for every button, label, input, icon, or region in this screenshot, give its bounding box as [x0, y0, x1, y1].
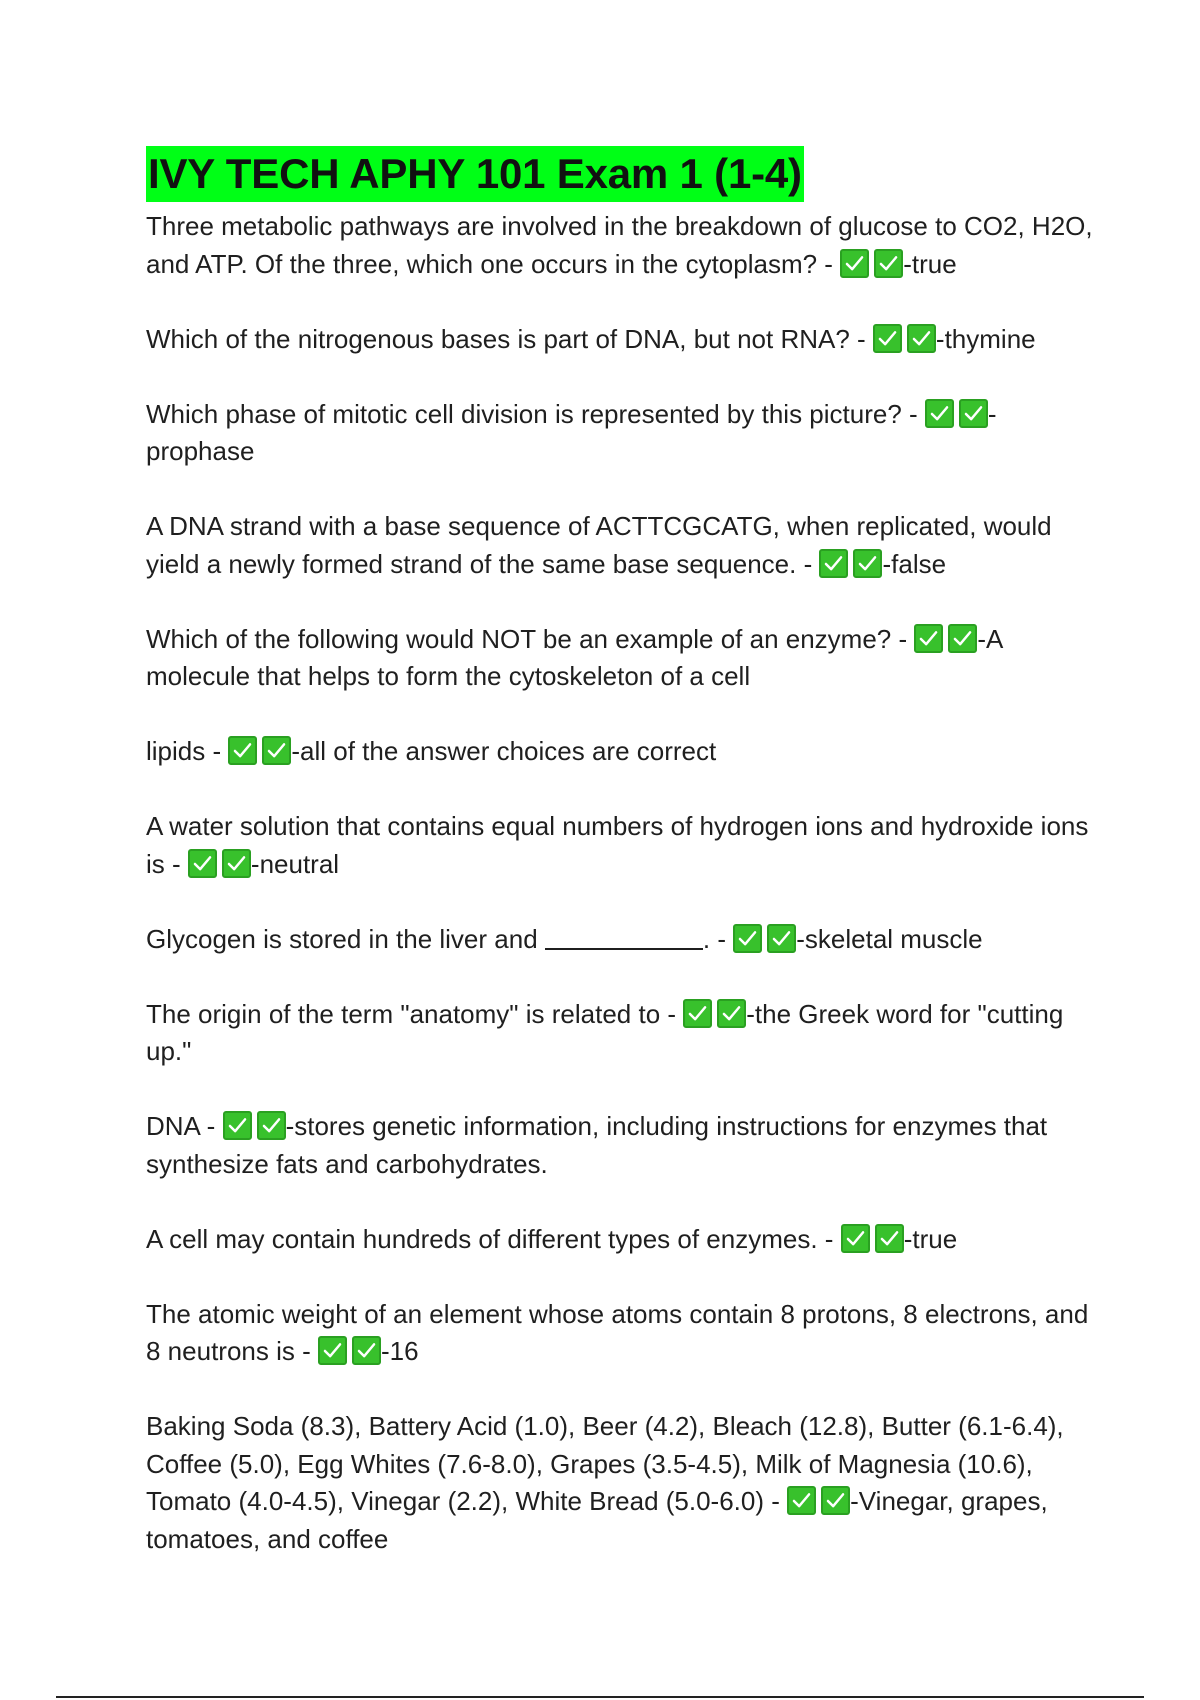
- check-mark-icon: [767, 924, 796, 953]
- answer-text: -all of the answer choices are correct: [291, 736, 717, 766]
- qa-item-11: [146, 1221, 1096, 1259]
- question-text: A cell may contain hundreds of different types of enzymes. -: [146, 1223, 834, 1254]
- check-mark-icon: [228, 736, 257, 765]
- check-mark-icon: [717, 999, 746, 1028]
- qa-item-6: [146, 733, 1096, 771]
- check-pair: [873, 321, 936, 359]
- page-bottom-divider: [56, 1696, 1144, 1698]
- answer-text: -true: [903, 1223, 958, 1254]
- qa-item-3: [146, 396, 1096, 471]
- check-mark-icon: [907, 324, 936, 353]
- check-mark-icon: [819, 549, 848, 578]
- check-pair: [223, 1108, 286, 1146]
- answer-text: -stores genetic information, including instructions for enzymes that synthesize fats and carbohydrates.: [146, 1111, 1048, 1179]
- check-mark-icon: [188, 849, 217, 878]
- check-mark-icon: [222, 849, 251, 878]
- check-mark-icon: [873, 324, 902, 353]
- check-mark-icon: [841, 1224, 870, 1253]
- qa-item-7: [146, 808, 1096, 883]
- check-pair: [925, 396, 988, 434]
- check-pair: [318, 1333, 381, 1371]
- check-pair: [841, 1221, 904, 1259]
- qa-item-4: [146, 508, 1096, 583]
- qa-item-12: [146, 1296, 1096, 1371]
- check-mark-icon: [262, 736, 291, 765]
- qa-item-10: [146, 1108, 1096, 1183]
- question-text: Glycogen is stored in the liver and: [146, 923, 538, 954]
- question-text: lipids -: [146, 736, 222, 766]
- question-text: Which of the nitrogenous bases is part of DNA, but not RNA? -: [146, 323, 866, 354]
- check-mark-icon: [948, 624, 977, 653]
- check-mark-icon: [840, 249, 869, 278]
- qa-item-2: [146, 321, 1096, 359]
- check-pair: [819, 546, 882, 584]
- question-text: Which phase of mitotic cell division is represented by this picture? -: [146, 398, 918, 429]
- check-mark-icon: [733, 924, 762, 953]
- answer-text: -thymine: [935, 323, 1036, 354]
- answer-text: -16: [380, 1336, 419, 1366]
- answer-text: -prophase: [146, 398, 997, 466]
- question-answer-list: [146, 208, 1096, 1558]
- check-mark-icon: [787, 1486, 816, 1515]
- qa-item-5: [146, 621, 1096, 696]
- check-pair: [733, 921, 796, 959]
- question-text: Which of the following would NOT be an example of an enzyme? -: [146, 623, 908, 654]
- check-mark-icon: [257, 1111, 286, 1140]
- check-mark-icon: [223, 1111, 252, 1140]
- check-pair: [683, 996, 746, 1034]
- answer-text: -the Greek word for "cutting up.": [146, 998, 1064, 1066]
- check-mark-icon: [925, 399, 954, 428]
- qa-item-1: [146, 208, 1096, 283]
- document-title: IVY TECH APHY 101 Exam 1 (1-4): [146, 146, 804, 202]
- answer-text: -true: [903, 248, 957, 279]
- answer-text: -neutral: [250, 848, 340, 879]
- answer-text: -Vinegar, grapes, tomatoes, and coffee: [146, 1486, 1048, 1554]
- answer-text: -skeletal muscle: [796, 923, 983, 954]
- check-mark-icon: [821, 1486, 850, 1515]
- check-mark-icon: [352, 1336, 381, 1365]
- qa-item-13: [146, 1408, 1096, 1558]
- question-text: The atomic weight of an element whose atoms contain 8 protons, 8 electrons, and 8 neutrons is -: [146, 1298, 1089, 1366]
- check-mark-icon: [318, 1336, 347, 1365]
- check-mark-icon: [914, 624, 943, 653]
- qa-item-9: [146, 996, 1096, 1071]
- check-mark-icon: [959, 399, 988, 428]
- question-text: DNA -: [146, 1111, 216, 1141]
- question-text-end: . -: [702, 923, 726, 954]
- check-mark-icon: [874, 249, 903, 278]
- check-pair: [840, 246, 903, 284]
- check-pair: [787, 1483, 850, 1521]
- check-pair: [228, 733, 291, 771]
- qa-item-8: [146, 921, 1096, 959]
- question-text: Three metabolic pathways are involved in the breakdown of glucose to CO2, H2O, and ATP. Of the three, which one occurs in the cytoplasm? -: [146, 211, 1093, 279]
- question-text: Baking Soda (8.3), Battery Acid (1.0), Beer (4.2), Bleach (12.8), Butter (6.1-6.4), Coffee (5.0), Egg Whites (7.6-8.0), Grapes (3.5-4.5), Milk of Magnesia (10.6), Tomato (4.0-4.5), Vinegar (2.2), White Bread (5.0-6.0) -: [146, 1411, 1064, 1516]
- check-pair: [914, 621, 977, 659]
- question-text: The origin of the term "anatomy" is related to -: [146, 998, 677, 1029]
- answer-text: -A molecule that helps to form the cytoskeleton of a cell: [146, 623, 1002, 691]
- check-mark-icon: [853, 549, 882, 578]
- check-pair: [188, 846, 251, 884]
- check-mark-icon: [875, 1224, 904, 1253]
- fill-in-blank: [545, 922, 703, 950]
- question-text: A water solution that contains equal numbers of hydrogen ions and hydroxide ions is -: [146, 811, 1089, 879]
- answer-text: -false: [882, 548, 947, 579]
- document-page: [146, 146, 1096, 1596]
- check-mark-icon: [683, 999, 712, 1028]
- question-text: A DNA strand with a base sequence of ACTTCGCATG, when replicated, would yield a newly formed strand of the same base sequence. -: [146, 511, 1052, 579]
